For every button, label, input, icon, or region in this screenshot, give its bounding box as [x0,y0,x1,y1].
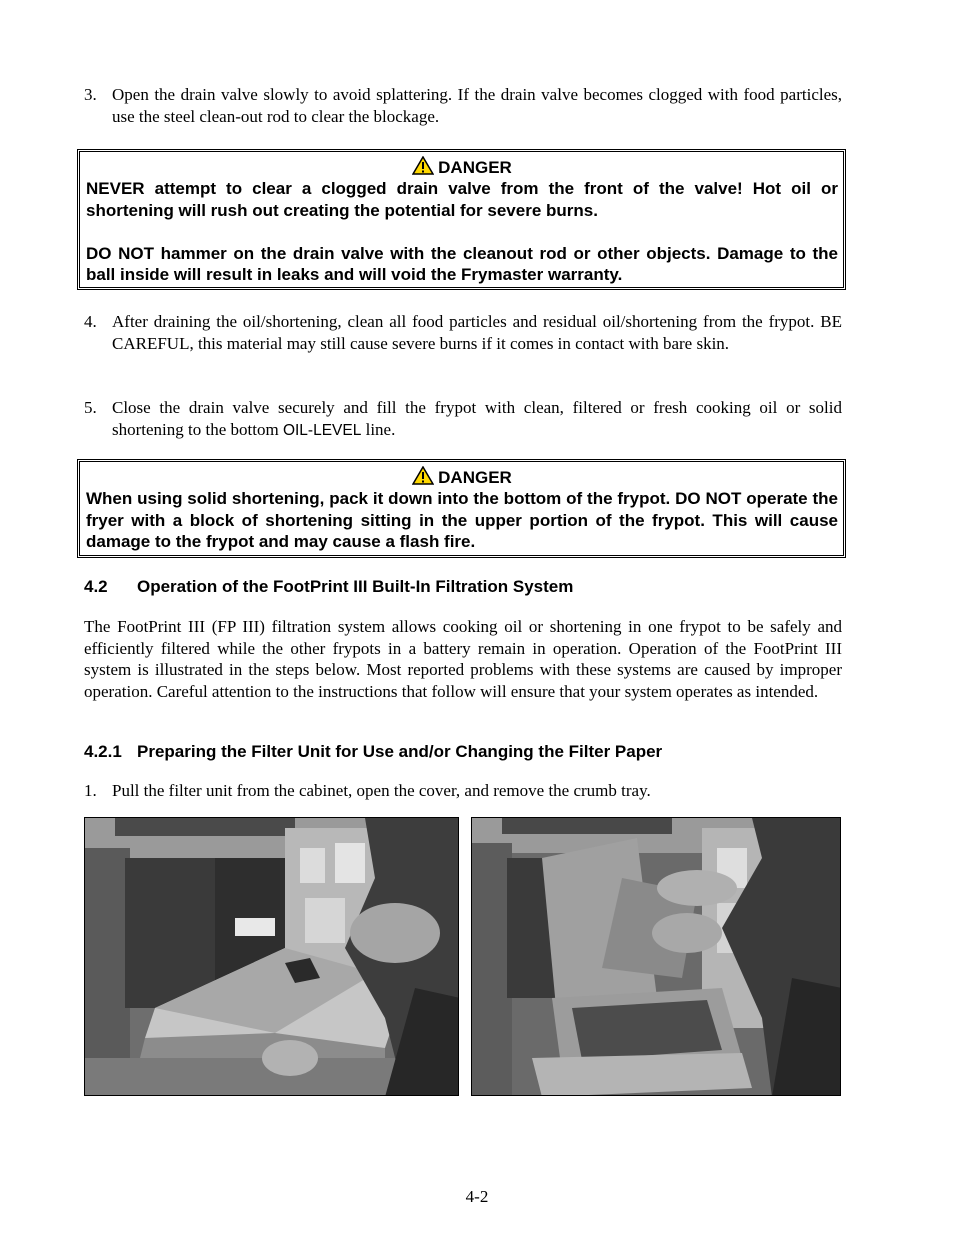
oil-level-term: OIL-LEVEL [282,421,362,439]
section-4-2-body: The FootPrint III (FP III) filtration system allows cooking oil or shortening in one frypot to be safely and efficiently filtered while the other frypots in a battery remain in operation. Operation of the FootPrint III system is illustrated in the steps below. Most reported problems with these systems are caused by improper operation. Careful attention to the instructions that follow will ensure that your system operates as intended. [84,617,842,702]
danger-text-2: DO NOT hammer on the drain valve with the cleanout rod or other objects. Damage to the ball inside will result in leaks and will void the Frymaster warranty. [86,243,838,284]
warning-triangle-icon [412,466,434,485]
step-3 [84,84,842,127]
section-title: Operation of the FootPrint III Built-In Filtration System [137,577,574,596]
step-5 [84,397,842,441]
page-number: 4-2 [465,1187,489,1206]
section-number: 4.2.1 [84,742,122,761]
section-heading-4-2 [84,576,573,597]
step-number: 5. [84,398,97,417]
danger-heading [86,156,838,178]
step-text: Close the drain valve securely and fill the frypot with clean, filtered or fresh cooking oil or solid shortening to the bottom OIL-LEVEL line. [112,398,842,439]
photo-left-illustration [85,818,459,1096]
filter-step-1 [84,780,842,802]
step-number: 4. [84,312,97,331]
danger-label: DANGER [438,468,512,487]
danger-box-drain-valve [77,149,846,290]
photo-pulling-filter-unit [84,817,459,1096]
step-number: 3. [84,85,97,104]
step-text: Pull the filter unit from the cabinet, open the cover, and remove the crumb tray. [112,781,651,800]
danger-text-1: NEVER attempt to clear a clogged drain valve from the front of the valve! Hot oil or shortening will rush out creating the potential for severe burns. [86,179,838,220]
warning-triangle-icon [412,156,434,175]
photo-removing-crumb-tray [471,817,841,1096]
danger-label: DANGER [438,158,512,177]
danger-box-solid-shortening [77,459,846,558]
danger-heading [86,466,838,488]
photo-right-illustration [472,818,841,1096]
section-heading-4-2-1 [84,741,662,762]
danger-text-1: When using solid shortening, pack it down into the bottom of the frypot. DO NOT operate the fryer with a block of shortening sitting in the upper portion of the frypot. This will cause damage to the frypot and may cause a flash fire. [86,489,838,551]
section-number: 4.2 [84,577,108,596]
step-number: 1. [84,781,97,800]
section-title: Preparing the Filter Unit for Use and/or Changing the Filter Paper [137,742,663,761]
step-text: After draining the oil/shortening, clean all food particles and residual oil/shortening from the frypot. BE CAREFUL, this material may still cause severe burns if it comes in contact with bare skin. [112,312,842,353]
step-text: Open the drain valve slowly to avoid splattering. If the drain valve becomes clogged with food particles, use the steel clean-out rod to clear the blockage. [112,85,842,126]
step-4 [84,311,842,354]
